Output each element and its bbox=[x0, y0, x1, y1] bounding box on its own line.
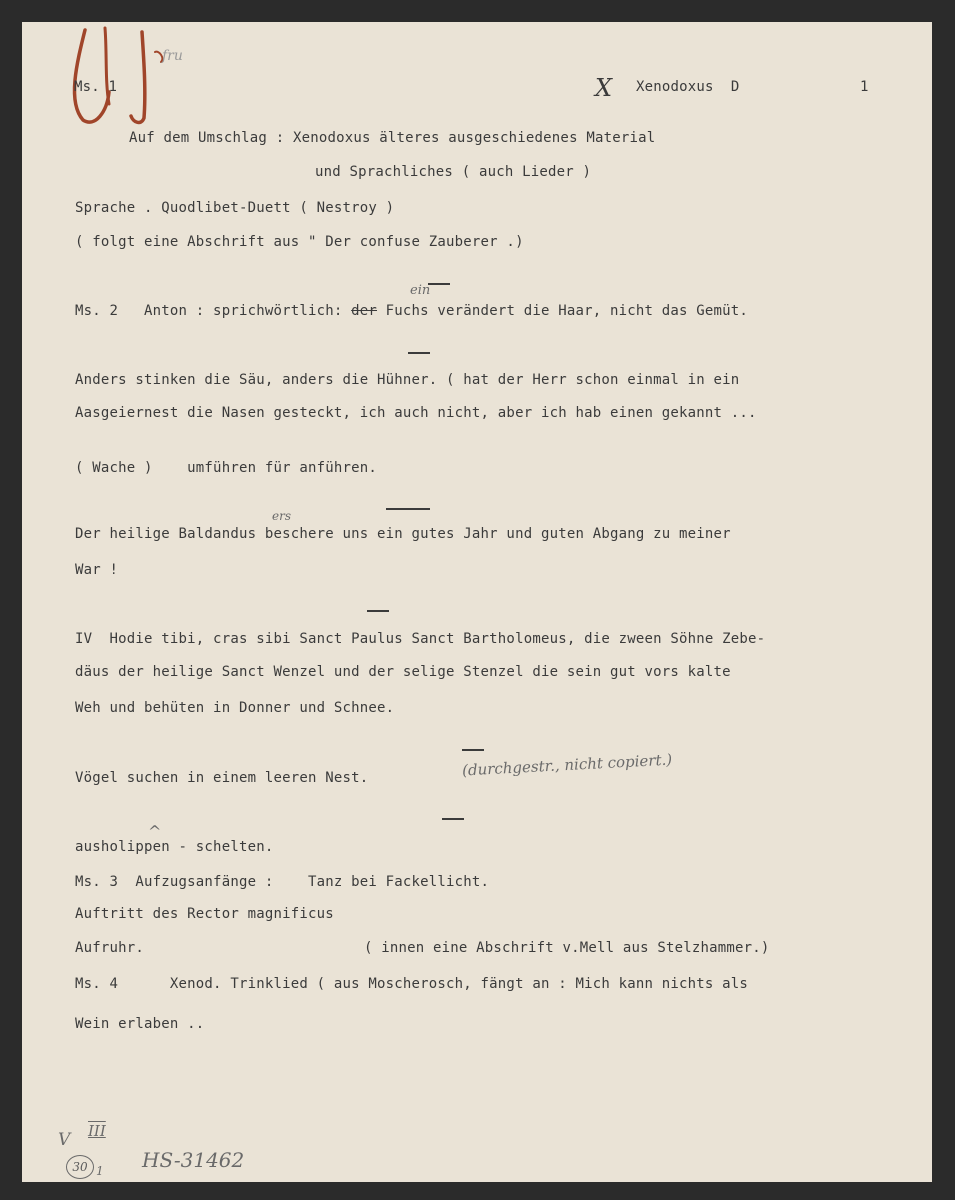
text-line-17: Ms. 3 Aufzugsanfänge : Tanz bei Fackellicht. bbox=[75, 874, 490, 890]
text-line-4: ( folgt eine Abschrift aus " Der confuse Zauberer .) bbox=[75, 234, 524, 250]
text-line-11: War ! bbox=[75, 562, 119, 578]
text-line-9: ( Wache ) umführen für anführen. bbox=[75, 460, 378, 476]
text-line-21: Ms. 4 Xenod. Trinklied ( aus Moscherosch, fängt an : Mich kann nichts als bbox=[75, 976, 749, 992]
struck-word: der bbox=[351, 303, 378, 319]
pencil-note-nest: (durchgestr., nicht copiert.) bbox=[461, 750, 673, 780]
insertion-caret: ^ bbox=[148, 822, 162, 841]
text-line-19: Aufruhr. bbox=[75, 940, 145, 956]
handwritten-insert-ers: ers bbox=[272, 509, 291, 523]
ms2-lead: Ms. 2 Anton : sprichwörtlich: bbox=[75, 303, 352, 319]
text-line-ms2 bbox=[75, 302, 748, 320]
separator-dash bbox=[428, 283, 450, 285]
page-number: 1 bbox=[860, 79, 869, 95]
shelfmark: HS-31462 bbox=[142, 1148, 245, 1172]
text-line-1: Auf dem Umschlag : Xenodoxus älteres ausgeschiedenes Material bbox=[129, 130, 656, 146]
text-line-15: Vögel suchen in einem leeren Nest. bbox=[75, 770, 369, 786]
circled-subscript: 1 bbox=[96, 1164, 104, 1178]
ms2-rest: Fuchs verändert die Haar, nicht das Gemüt. bbox=[377, 303, 749, 319]
separator-dash bbox=[386, 508, 430, 510]
ms-label: Ms. 1 bbox=[74, 79, 118, 95]
paper-sheet bbox=[22, 22, 932, 1182]
separator-dash bbox=[408, 352, 430, 354]
text-line-10: Der heilige Baldandus beschere uns ein gutes Jahr und guten Abgang zu meiner bbox=[75, 526, 731, 542]
text-line-14: Weh und behüten in Donner und Schnee. bbox=[75, 700, 395, 716]
text-line-20: ( innen eine Abschrift v.Mell aus Stelzhammer.) bbox=[364, 940, 770, 956]
text-line-22: Wein erlaben .. bbox=[75, 1016, 205, 1032]
text-line-7: Anders stinken die Säu, anders die Hühner. ( hat der Herr schon einmal in ein bbox=[75, 372, 740, 388]
pencil-note-top: fru bbox=[162, 48, 183, 64]
text-line-3: Sprache . Quodlibet-Duett ( Nestroy ) bbox=[75, 200, 395, 216]
x-mark: X bbox=[595, 74, 613, 102]
separator-dash bbox=[367, 610, 389, 612]
text-line-13: däus der heilige Sanct Wenzel und der selige Stenzel die sein gut vors kalte bbox=[75, 664, 731, 680]
circled-number-text: 30 bbox=[72, 1160, 88, 1174]
circled-number bbox=[66, 1155, 94, 1179]
pencil-mark-roman: III bbox=[88, 1122, 106, 1140]
text-line-18: Auftritt des Rector magnificus bbox=[75, 906, 334, 922]
handwritten-insert-ein: ein bbox=[410, 283, 431, 298]
pencil-mark-v: V bbox=[58, 1130, 71, 1150]
red-pencil-mark bbox=[47, 22, 197, 132]
text-line-16: ausholippen - schelten. bbox=[75, 839, 274, 855]
separator-dash bbox=[462, 749, 484, 751]
text-line-8: Aasgeiernest die Nasen gesteckt, ich auch nicht, aber ich hab einen gekannt ... bbox=[75, 405, 757, 421]
text-line-12: IV Hodie tibi, cras sibi Sanct Paulus Sanct Bartholomeus, die zween Söhne Zebe- bbox=[75, 631, 766, 647]
document-title: Xenodoxus D bbox=[636, 79, 740, 95]
text-line-2: und Sprachliches ( auch Lieder ) bbox=[315, 164, 592, 180]
separator-dash bbox=[442, 818, 464, 820]
